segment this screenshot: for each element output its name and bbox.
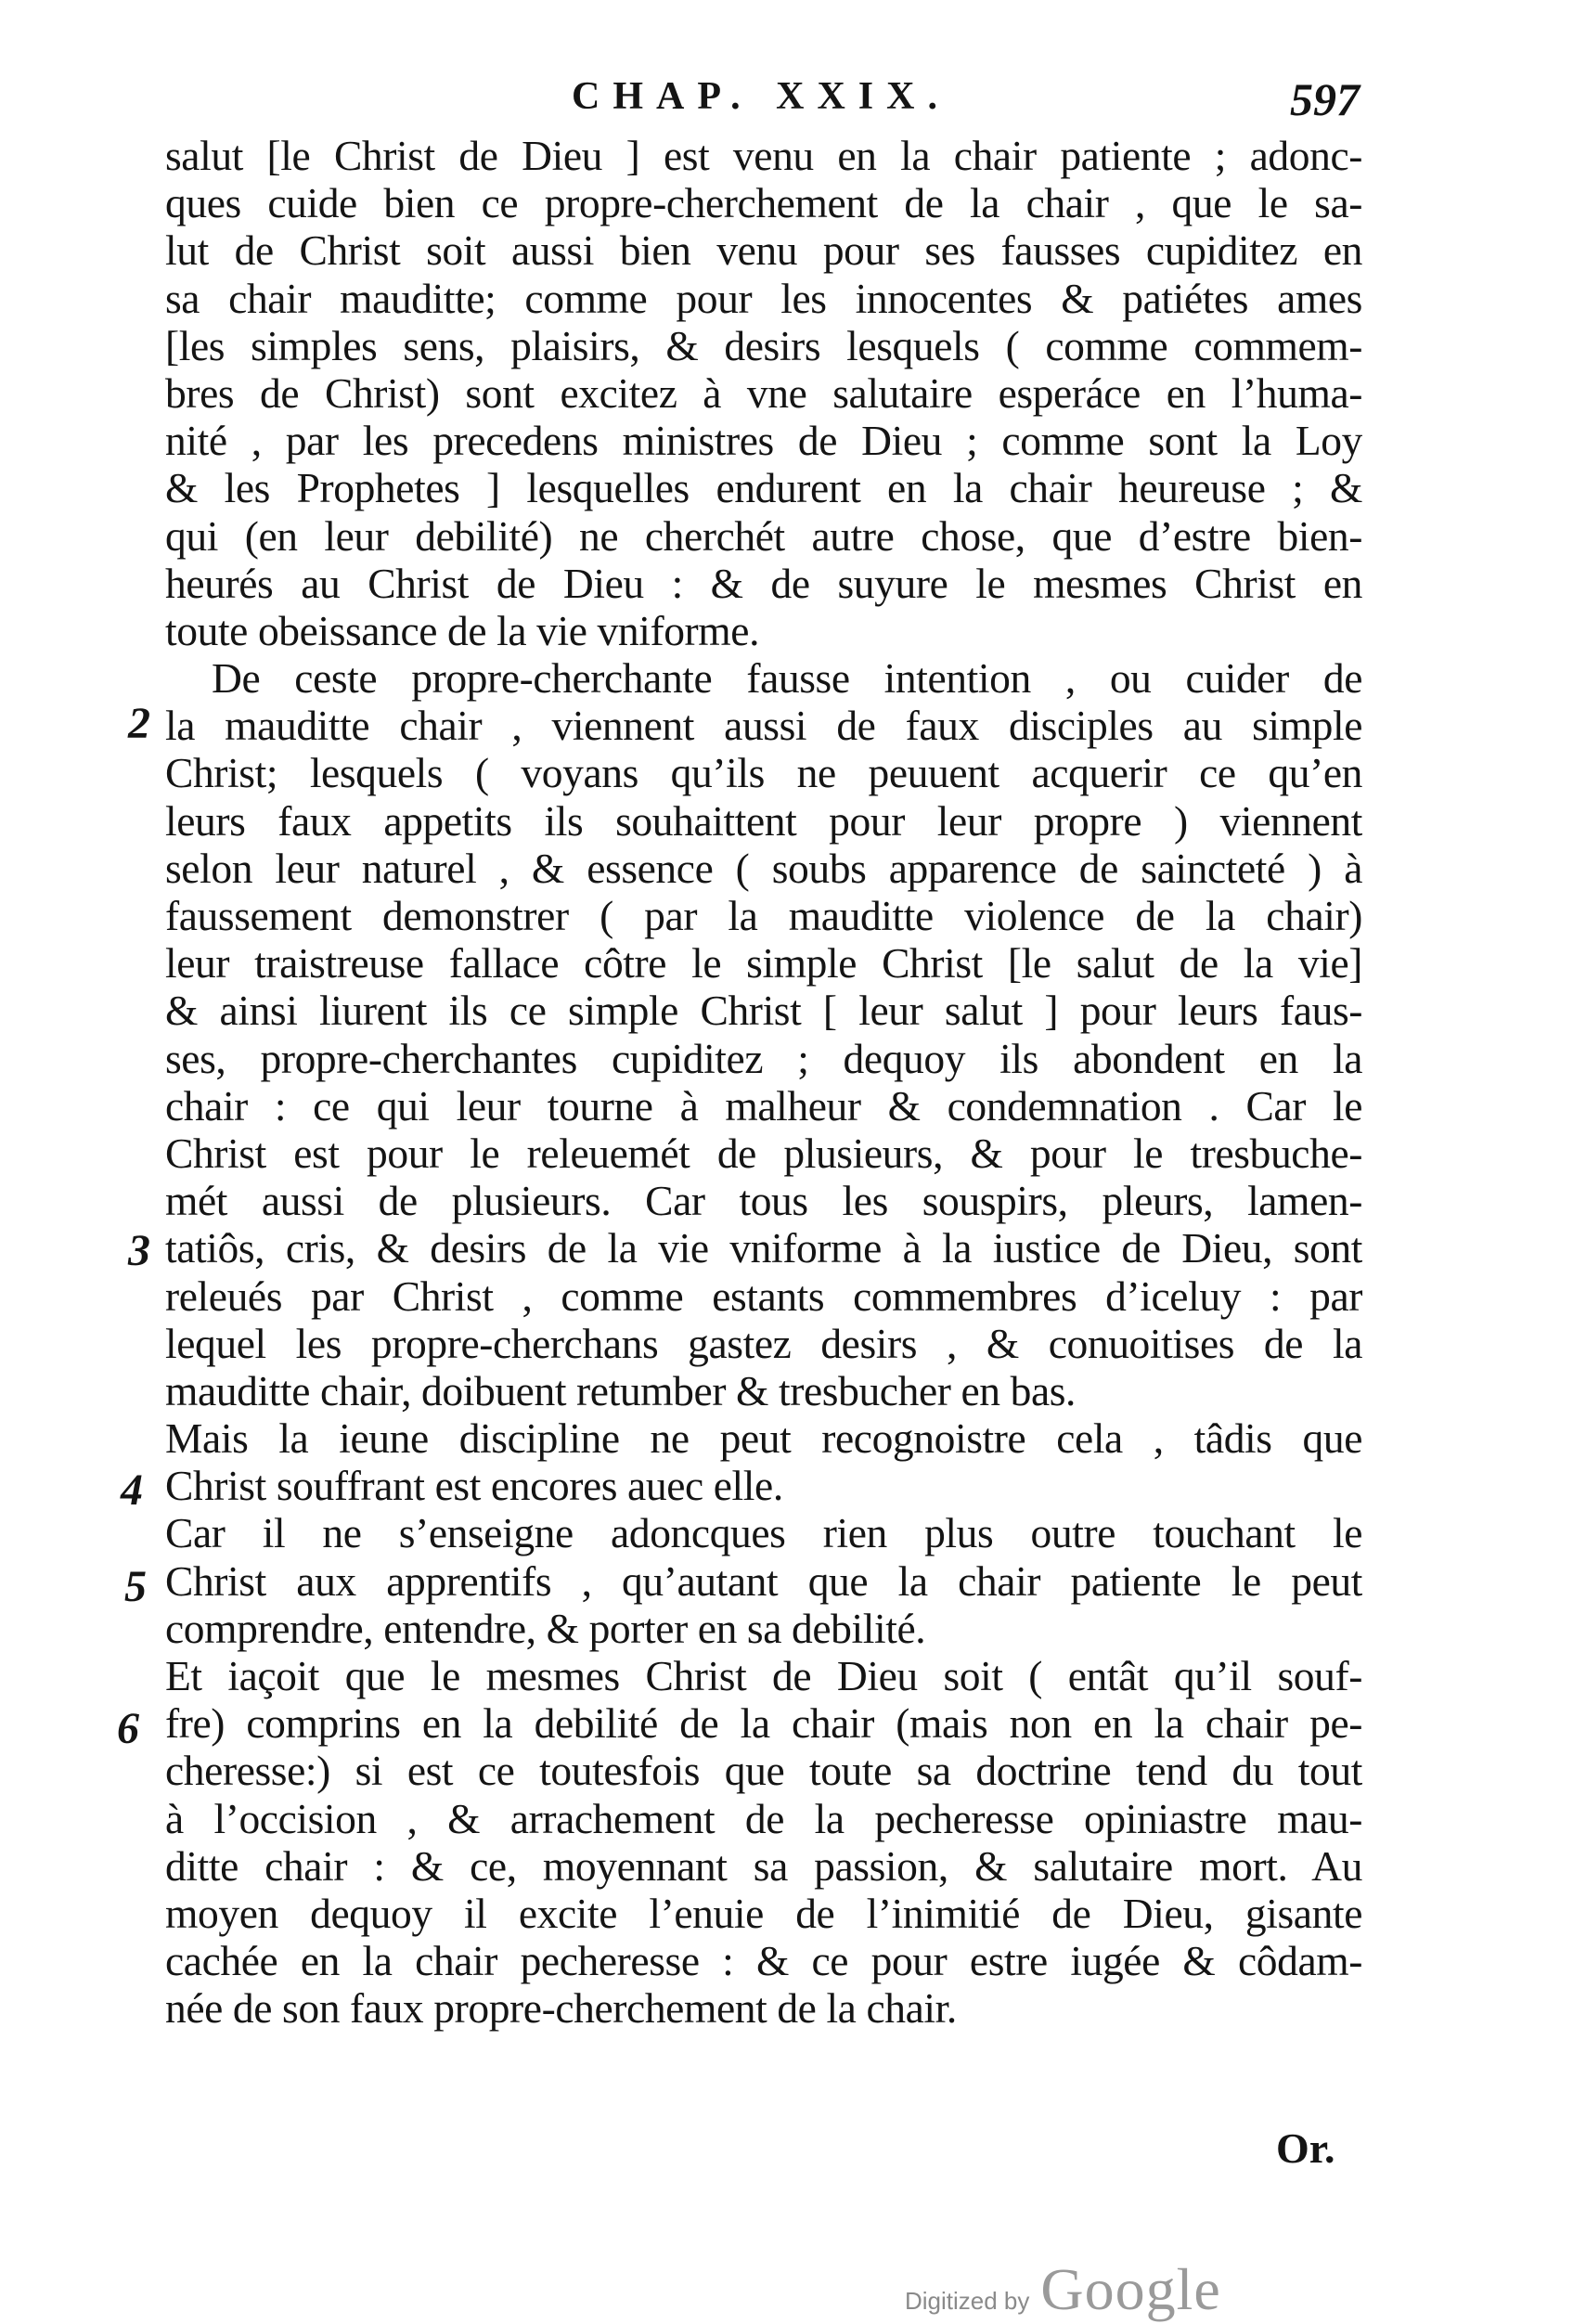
text-line: lequel les propre-cherchans gastez desirs , & conuoitises de la: [165, 1319, 1362, 1367]
body-text: [165, 132, 1362, 2033]
text-line: leur traistreuse fallace côtre le simple Christ [le salut de la vie]: [165, 939, 1362, 988]
text-line: la mauditte chair , viennent aussi de faux disciples au simple: [165, 702, 1362, 750]
text-line: mét aussi de plusieurs. Car tous les souspirs, pleurs, lamen-: [165, 1177, 1362, 1225]
text-line: Christ souffrant est encores auec elle.: [165, 1462, 783, 1510]
text-line: Christ aux apprentifs , qu’autant que la chair patiente le peut: [165, 1556, 1362, 1605]
text-line: chair : ce qui leur tourne à malheur & condemnation . Car le: [165, 1081, 1362, 1130]
text-line: nité , par les precedens ministres de Dieu ; comme sont la Loy: [165, 417, 1362, 465]
text-line: Car il ne s’enseigne adoncques rien plus outre touchant le: [165, 1509, 1362, 1557]
text-line: comprendre, entendre, & porter en sa debilité.: [165, 1604, 926, 1652]
text-line: Et iaçoit que le mesmes Christ de Dieu soit ( entât qu’il souf-: [165, 1652, 1362, 1699]
text-line: faussement demonstrer ( par la mauditte violence de la chair): [165, 892, 1362, 939]
text-line: selon leur naturel , & essence ( soubs apparence de saincteté ) à: [165, 844, 1362, 892]
text-line: qui (en leur debilité) ne cherchét autre chose, que d’estre bien-: [165, 511, 1362, 560]
text-line: ques cuide bien ce propre-cherchement de la chair , que le sa-: [165, 179, 1362, 227]
text-line: cheresse:) si est ce toutesfois que toute sa doctrine tend du tout: [165, 1747, 1362, 1795]
text-line: née de son faux propre-cherchement de la chair.: [165, 1984, 957, 2033]
catchword: Or.: [1276, 2124, 1335, 2172]
text-line: Mais la ieune discipline ne peut recognoistre cela , tâdis que: [165, 1414, 1362, 1463]
verse-number: 3: [128, 1226, 150, 1275]
verse-number: 2: [128, 699, 150, 748]
text-line: moyen dequoy il excite l’enuie de l’inimitié de Dieu, gisante: [165, 1889, 1362, 1937]
text-line: mauditte chair, doibuent retumber & tresbucher en bas.: [165, 1366, 1077, 1414]
text-line: ses, propre-cherchantes cupiditez ; dequoy ils abondent en la: [165, 1034, 1362, 1082]
text-line: ditte chair : & ce, moyennant sa passion, & salutaire mort. Au: [165, 1841, 1362, 1890]
text-line: releués par Christ , comme estants commembres d’iceluy : par: [165, 1272, 1362, 1320]
running-title: CHAP. XXIX.: [572, 75, 950, 118]
verse-number: 4: [121, 1465, 143, 1515]
text-line: cachée en la chair pecheresse : & ce pour estre iugée & côdam-: [165, 1937, 1362, 1985]
text-line: & ainsi liurent ils ce simple Christ [ leur salut ] pour leurs faus-: [165, 987, 1362, 1035]
text-line: Christ; lesquels ( voyans qu’ils ne peuuent acquerir ce qu’en: [165, 749, 1362, 797]
text-line: & les Prophetes ] lesquelles endurent en la chair heureuse ; &: [165, 464, 1362, 512]
verse-number: 6: [117, 1704, 139, 1753]
text-line: heurés au Christ de Dieu : & de suyure le mesmes Christ en: [165, 559, 1362, 607]
google-logo: Google: [1040, 2256, 1221, 2322]
text-line: à l’occision , & arrachement de la pecheresse opiniastre mau-: [165, 1794, 1362, 1842]
text-line: sa chair mauditte; comme pour les innocentes & patiétes ames: [165, 274, 1362, 322]
text-line: salut [le Christ de Dieu ] est venu en la chair patiente ; adonc-: [165, 132, 1362, 179]
page-number: 597: [1290, 73, 1360, 125]
text-line: De ceste propre-cherchante fausse intention , ou cuider de: [212, 654, 1362, 703]
text-line: Christ est pour le releuemét de plusieurs, & pour le tresbuche-: [165, 1129, 1362, 1177]
text-line: toute obeissance de la vie vniforme.: [165, 606, 760, 654]
digitized-watermark: [905, 2255, 1221, 2324]
verse-number: 5: [124, 1562, 147, 1611]
text-line: fre) comprins en la debilité de la chair (mais non en la chair pe-: [165, 1699, 1362, 1748]
text-line: leurs faux appetits ils souhaittent pour leur propre ) viennent: [165, 796, 1362, 845]
text-line: [les simples sens, plaisirs, & desirs lesquels ( comme commem-: [165, 321, 1362, 369]
watermark-label: Digitized by: [905, 2287, 1030, 2315]
text-line: bres de Christ) sont excitez à vne salutaire esperáce en l’huma-: [165, 368, 1362, 417]
text-line: tatiôs, cris, & desirs de la vie vniforme à la iustice de Dieu, sont: [165, 1224, 1362, 1272]
text-line: lut de Christ soit aussi bien venu pour ses fausses cupiditez en: [165, 226, 1362, 275]
